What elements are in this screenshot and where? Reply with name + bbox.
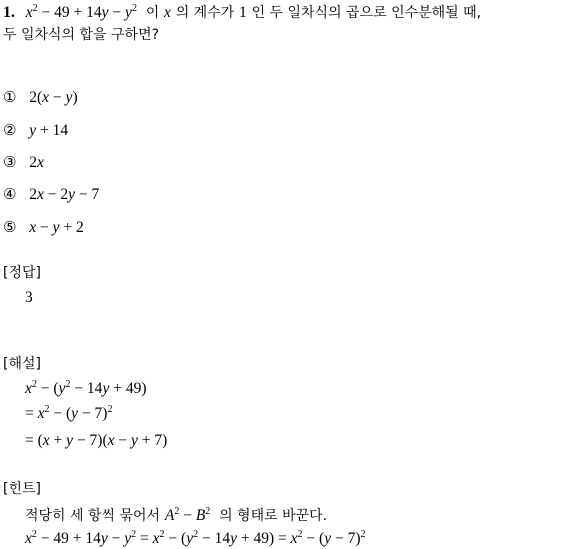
question-text-a: 이: [145, 5, 160, 21]
choice-text: y + 14: [29, 122, 69, 139]
choice-marker: ②: [3, 121, 17, 139]
choice-marker: ③: [3, 153, 17, 171]
choice-marker: ④: [3, 185, 17, 203]
hint-text-a: 적당히 세 항씩 묶어서: [25, 508, 161, 524]
hint-math: $A^2 - B^2$: [164, 506, 211, 524]
choice-4: [3, 185, 99, 204]
choice-5: [3, 218, 84, 237]
choice-marker: ①: [3, 88, 17, 106]
hint-line-1: [25, 506, 327, 525]
explanation-line-3: = (x + y − 7)(x − y + 7): [25, 432, 168, 449]
choice-text: 2x: [29, 154, 44, 171]
choice-text: 2x − 2y − 7: [29, 186, 100, 203]
choice-marker: ⑤: [3, 218, 17, 236]
hint-text-b: 의 형태로 바꾼다.: [219, 508, 328, 524]
question-line-1: [3, 3, 481, 22]
hint-label: [힌트]: [3, 481, 41, 497]
explanation-line-1: $x^2 - (y^2 - 14y + 49)$: [25, 379, 147, 397]
question-line-2: 두 일차식의 합을 구하면?: [3, 27, 160, 43]
question-number: 1.: [3, 4, 15, 21]
question-text-b: 의 계수가: [175, 5, 235, 21]
choice-text: x − y + 2: [29, 219, 84, 236]
choice-2: [3, 121, 68, 140]
choice-3: [3, 153, 44, 172]
hint-line-2: $x^2 - 49 + 14y - y^2 = x^2 - (y^2 - 14y + 49) = x^2 - (y - 7)^2$: [25, 529, 366, 547]
question-one: 1: [239, 4, 247, 21]
answer-value: 3: [25, 289, 33, 306]
answer-label: [정답]: [3, 265, 41, 281]
question-text-c: 인 두 일차식의 곱으로 인수분해될 때,: [251, 5, 482, 21]
choice-text: 2(x − y): [29, 89, 78, 106]
explanation-line-2: = $x^2 - (y - 7)^2$: [25, 404, 113, 422]
explanation-label: [해설]: [3, 356, 41, 372]
question-var: x: [164, 4, 171, 21]
question-expression: $x^2 - 49 + 14y - y^2$: [25, 3, 137, 21]
choice-1: [3, 88, 78, 107]
